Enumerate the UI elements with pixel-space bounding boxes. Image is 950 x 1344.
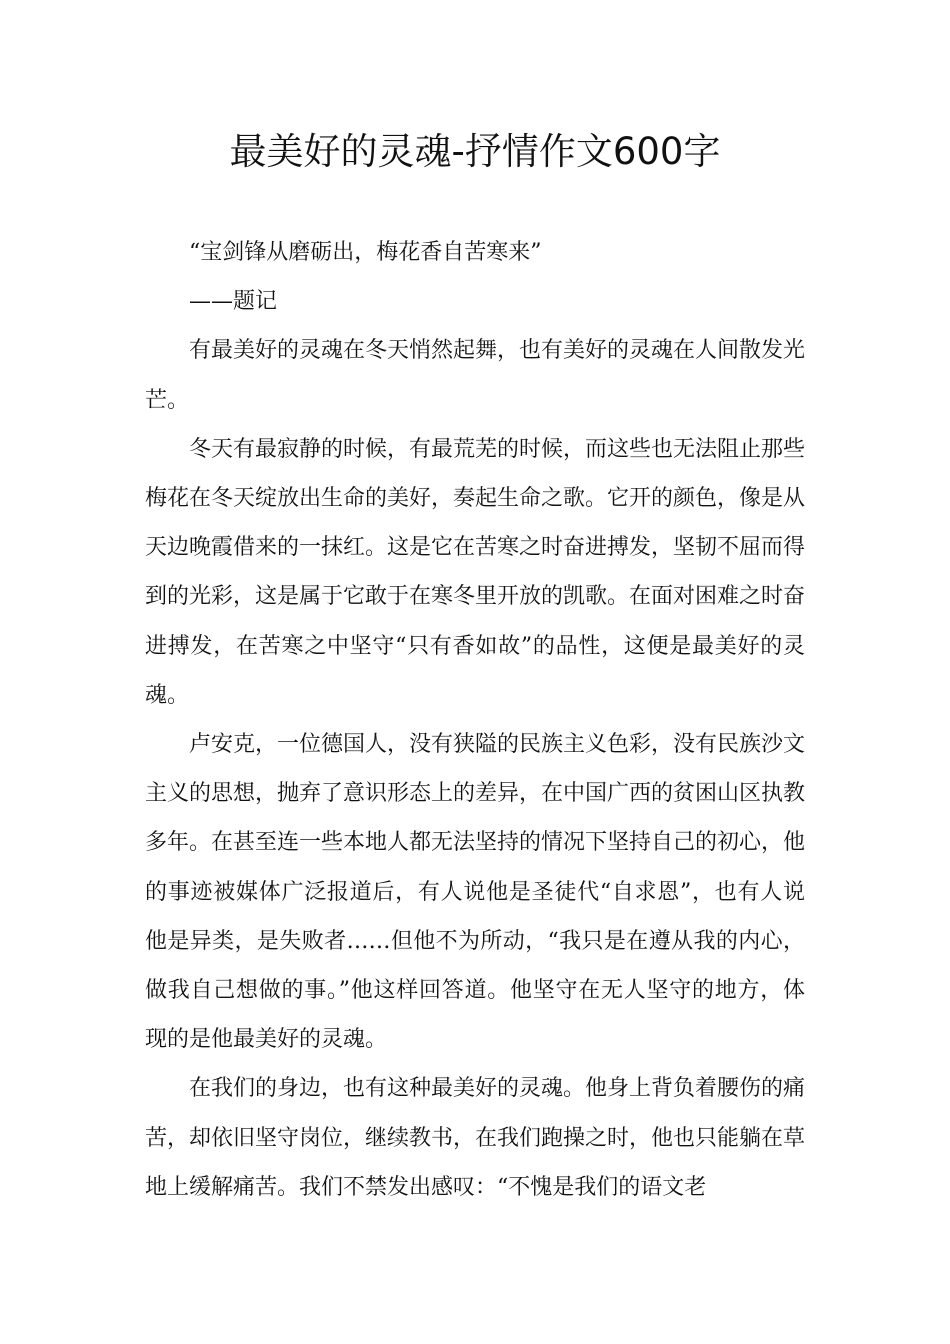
paragraph: 卢安克，一位德国人，没有狭隘的民族主义色彩，没有民族沙文主义的思想，抛弃了意识形态上的差异，在中国广西的贫困山区执教多年。在甚至连一些本地人都无法坚持的情况下坚持自己的初心，他的事迹被媒体广泛报道后，有人说他是圣徒代“自求恩”，也有人说他是异类，是失败者……但他不为所动，“我只是在遵从我的内心，做我自己想做的事。”他这样回答道。他坚守在无人坚守的地方，体现的是他最美好的灵魂。 [145, 732, 806, 1053]
epigraph-quote: “宝剑锋从磨砺出，梅花香自苦寒来” [189, 240, 542, 265]
document-title: 最美好的灵魂-抒情作文600字 [229, 130, 721, 173]
paragraph: 在我们的身边，也有这种最美好的灵魂。他身上背负着腰伤的痛苦，却依旧坚守岗位，继续教书，在我们跑操之时，他也只能躺在草地上缓解痛苦。我们不禁发出感叹：“不愧是我们的语文老 [145, 1076, 806, 1200]
epigraph-attribution: ——题记 [189, 289, 278, 315]
paragraph: 冬天有最寂静的时候，有最荒芜的时候，而这些也无法阻止那些梅花在冬天绽放出生命的美好，奏起生命之歌。它开的颜色，像是从天边晚霞借来的一抹红。这是它在苦寒之时奋进搏发，坚韧不屈而得到的光彩，这是属于它敢于在寒冬里开放的凯歌。在面对困难之时奋进搏发，在苦寒之中坚守“只有香如故”的品性，这便是最美好的灵魂。 [145, 436, 806, 708]
document-body [145, 228, 805, 1212]
paragraph: 有最美好的灵魂在冬天悄然起舞，也有美好的灵魂在人间散发光芒。 [145, 338, 806, 413]
